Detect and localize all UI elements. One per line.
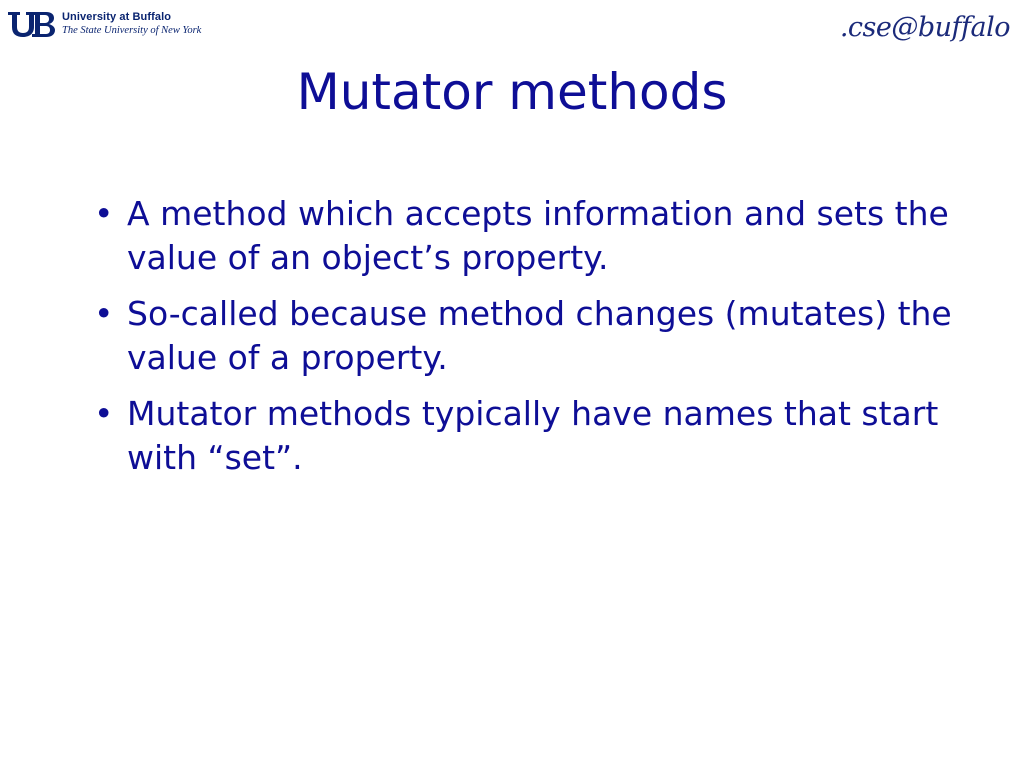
ub-name: University at Buffalo bbox=[62, 10, 172, 23]
bullet-marker: • bbox=[94, 194, 114, 233]
bullet-marker: • bbox=[94, 394, 114, 433]
bullet-text: Mutator methods typically have names that start with “set”. bbox=[127, 394, 939, 477]
bullet-item bbox=[94, 392, 974, 480]
cse-buffalo-wordmark: .cse@buffalo bbox=[839, 11, 1010, 43]
university-at-buffalo-logo bbox=[6, 8, 201, 40]
ub-monogram-icon bbox=[6, 10, 56, 38]
bullet-marker: • bbox=[94, 294, 114, 333]
slide-title: Mutator methods bbox=[296, 63, 728, 121]
bullet-list bbox=[94, 192, 974, 492]
bullet-text: A method which accepts information and sets the value of an object’s property. bbox=[127, 194, 949, 277]
bullet-item bbox=[94, 292, 974, 380]
cse-buffalo-logo bbox=[840, 4, 1010, 50]
ub-subtitle: The State University of New York bbox=[62, 24, 202, 36]
bullet-text: So-called because method changes (mutates) the value of a property. bbox=[127, 294, 952, 377]
bullet-item bbox=[94, 192, 974, 280]
